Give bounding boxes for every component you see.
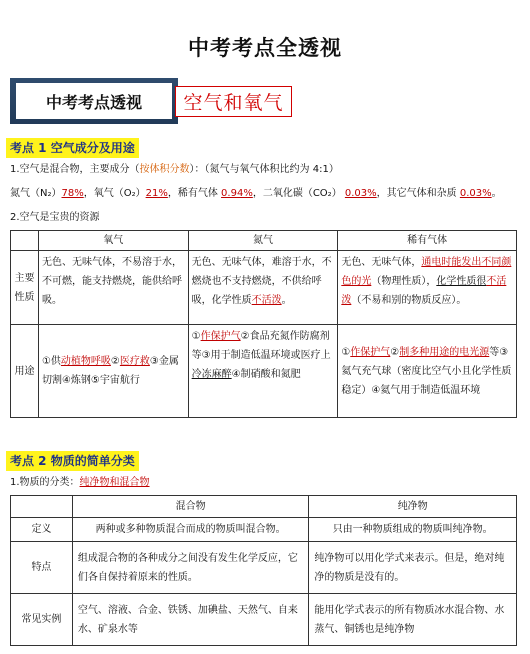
rare-prop-5: 不活泼 [341,276,507,306]
p2-end: 。 [491,188,502,199]
o2-value: 21% [145,188,168,199]
n2-use-d: 冷冻麻醉 [191,369,232,380]
class-header-blank [11,496,73,518]
rare-prop-3: （物理性质）， [371,276,437,287]
other-label: ，其它气体和杂质 [376,188,457,199]
section2-p1-b: 纯净物和混合物 [79,477,150,488]
o2-use-c: ② [110,356,120,367]
n2-label: 氮气（N₂） [10,188,62,199]
n2-properties [188,251,338,325]
section1-p2 [10,187,502,201]
rare-use-d: 制多种用途的电光源 [399,346,490,358]
row-head-features: 特点 [11,542,73,594]
other-value: 0.03% [459,188,492,199]
rare-use-a: ① [341,346,351,358]
n2-use-e: ④制硝酸和氮肥 [231,369,301,380]
n2-use-a: ① [191,331,201,342]
p1-a: 1.空气是混合物，主要成分（ [10,164,140,175]
table-row [11,542,517,594]
section-banner [10,78,178,124]
mixture-examples: 空气、溶液、合金、铁锈、加碘盐、天然气、自来水、矿泉水等 [72,594,309,646]
table-row [11,518,517,542]
rare-prop-6: （不易和别的物质反应）。 [351,295,467,306]
section2-p1 [10,476,150,490]
rare-label: ，稀有气体 [167,188,218,199]
mixture-definition: 两种或多种物质混合而成的物质叫混合物。 [72,518,309,542]
rare-use-b: 作保护气 [350,346,391,358]
page-title: 中考考点全透视 [188,36,342,60]
gas-header-n2: 氮气 [188,231,338,251]
o2-use-a: ①供 [41,356,61,367]
row-head-examples: 常见实例 [11,594,73,646]
gas-header-blank [11,231,39,251]
o2-use-d: 医疗救 [119,356,150,367]
o2-properties: 无色、无味气体，不易溶于水，不可燃，能支持燃烧，能供给呼吸。 [38,251,188,325]
row-head-properties: 主要性质 [11,251,39,325]
co2-label: ，二氧化碳（CO₂） [252,188,342,199]
rare-prop-1: 无色、无味气体， [341,257,422,268]
topic-title: 空气和氧气 [183,92,284,114]
section1-p3: 2.空气是宝贵的资源 [10,212,100,223]
section2-heading: 考点 2 物质的简单分类 [6,451,139,471]
n2-prop-text: 无色、无味气体，难溶于水，不燃烧也不支持燃烧，不供给呼吸，化学性质 [191,257,332,306]
n2-value: 78% [61,188,84,199]
rare-use-c: ② [390,346,400,358]
section1-heading: 考点 1 空气成分及用途 [6,138,139,158]
section2-p1-a: 1.物质的分类： [10,477,80,488]
rare-uses [338,325,517,418]
rare-prop-4: 化学性质很 [436,276,487,287]
n2-prop-inert: 不活泼 [251,295,282,306]
n2-use-c: ②食品充氮作防腐剂等③用于制造低温环境或医疗上 [191,331,331,361]
co2-value: 0.03% [344,188,377,199]
p1-c: ）：（氮气与氧气体积比约为 4:1） [189,164,339,175]
section1-p1 [10,163,339,177]
o2-use-b: 动植物呼吸 [60,356,111,367]
gas-header-o2: 氧气 [38,231,188,251]
o2-label: ，氧气（O₂） [83,188,146,199]
n2-uses [188,325,338,418]
rare-value: 0.94% [221,188,253,199]
banner-label: 中考考点透视 [45,92,142,112]
table-row [11,325,517,418]
pure-examples: 能用化学式表示的所有物质冰水混合物、水蒸气、铜锈也是纯净物 [309,594,517,646]
mixture-features: 组成混合物的各种成分之间没有发生化学反应，它们各自保持着原来的性质。 [72,542,309,594]
n2-use-b: 作保护气 [200,331,241,342]
class-header-mixture: 混合物 [72,496,309,518]
row-head-uses: 用途 [11,325,39,418]
pure-features: 纯净物可以用化学式来表示。但是，绝对纯净的物质是没有的。 [309,542,517,594]
o2-uses [38,325,188,418]
class-header-pure: 纯净物 [309,496,517,518]
rare-use-e: 等③氦气充气球（密度比空气小且化学性质稳定）④氦气用于制造低温环境 [341,346,512,396]
pure-definition: 只由一种物质组成的物质叫纯净物。 [309,518,517,542]
banner-inner [16,83,172,119]
classification-table [10,495,517,646]
o2-use-e: ③金属切割④炼钢⑤宇宙航行 [41,356,179,386]
row-head-definition: 定义 [11,518,73,542]
rare-properties [338,251,517,325]
p1-b: 按体积分数 [139,164,190,175]
gas-table-header [11,231,517,251]
classification-header [11,496,517,518]
table-row [11,251,517,325]
rare-prop-2: 通电时能发出不同颜色的光 [341,257,512,287]
topic-box [175,86,292,117]
gas-header-rare: 稀有气体 [338,231,517,251]
gas-table [10,230,517,418]
table-row [11,594,517,646]
n2-prop-end: 。 [281,295,292,306]
